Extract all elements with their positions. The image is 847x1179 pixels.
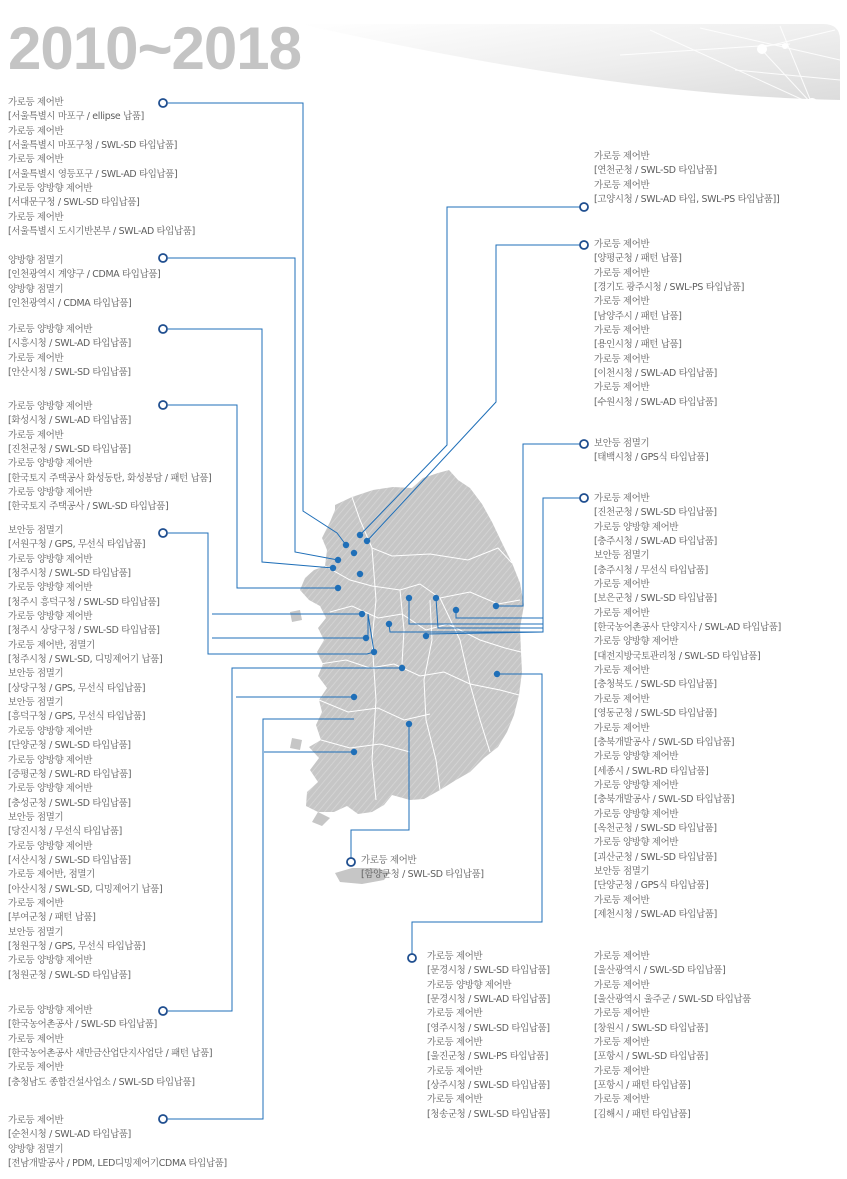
client-detail: [상당구청 / GPS, 무선식 타입납품]: [8, 682, 146, 694]
client-detail: [시흥시청 / SWL-AD 타입납품]: [8, 338, 131, 350]
product-name: 가로등 양방향 제어반: [594, 837, 679, 849]
product-name: 가로등 양방향 제어반: [8, 324, 93, 335]
client-detail: [상주시청 / SWL-SD 타입납품]: [427, 1080, 550, 1092]
product-name: 가로등 양방향 제어반: [8, 783, 93, 795]
client-detail: [흥덕구청 / GPS, 무선식 타입납품]: [8, 711, 146, 723]
product-name: 가로등 제어반: [8, 897, 64, 909]
client-detail: [단양군청 / SWL-SD 타입납품]: [8, 740, 131, 752]
product-name: 가로등 양방향 제어반: [8, 611, 93, 623]
client-detail: [한국토지 주택공사 화성동탄, 화성봉담 / 패턴 납품]: [8, 472, 212, 484]
product-name: 가로등 제어반: [594, 353, 650, 365]
product-name: 가로등 제어반: [8, 1115, 64, 1126]
product-name: 가로등 제어반: [594, 693, 650, 705]
client-detail: [당진시청 / 무선식 타입납품]: [8, 826, 122, 838]
product-name: 가로등 제어반: [594, 1065, 650, 1077]
client-detail: [용인시청 / 패턴 납품]: [594, 339, 682, 351]
client-detail: [전남개발공사 / PDM, LED디밍제어기CDMA 타입납품]: [8, 1158, 227, 1170]
installation-group-siheung-ansan: [8, 323, 298, 380]
client-detail: [증평군청 / SWL-RD 타입납품]: [8, 768, 132, 780]
product-name: 가로등 제어반: [427, 1008, 483, 1020]
client-detail: [영주시청 / SWL-SD 타입납품]: [427, 1022, 550, 1034]
product-name: 가로등 제어반: [427, 951, 483, 962]
product-name: 가로등 제어반: [594, 951, 650, 962]
client-detail: [충북개발공사 / SWL-SD 타입납품]: [594, 794, 735, 806]
product-name: 가로등 양방향 제어반: [594, 636, 679, 648]
korea-map: [290, 470, 524, 884]
product-name: 가로등 제어반: [427, 1037, 483, 1049]
product-name: 가로등 제어반: [594, 382, 650, 394]
client-detail: [울산광역시 울주군 / SWL-SD 타입납품: [594, 994, 752, 1006]
client-detail: [옥천군청 / SWL-SD 타입납품]: [594, 822, 717, 834]
client-detail: [수원시청 / SWL-AD 타입납품]: [594, 396, 717, 408]
product-name: 가로등 제어반: [594, 579, 650, 591]
client-detail: [충성군청 / SWL-SD 타입납품]: [8, 797, 131, 809]
installation-group-gyeongnam: [594, 950, 847, 1122]
client-detail: [영동군청 / SWL-SD 타입납품]: [594, 708, 717, 720]
product-name: 가로등 제어반: [8, 1062, 64, 1074]
product-name: 가로등 양방향 제어반: [594, 779, 679, 791]
client-detail: [서울특별시 마포구청 / SWL-SD 타입납품]: [8, 140, 178, 152]
client-detail: [충청남도 종합건설사업소 / SWL-SD 타입납품]: [8, 1076, 195, 1088]
product-name: 가로등 제어반: [8, 97, 64, 108]
installation-group-yeoncheon-goyang: [594, 150, 847, 207]
client-detail: [남양주시 / 패턴 납품]: [594, 310, 682, 322]
product-name: 가로등 제어반: [8, 154, 64, 166]
product-name: 보안등 점멸기: [8, 525, 64, 536]
product-name: 보안등 점멸기: [8, 668, 64, 680]
product-name: 보안등 점멸기: [594, 438, 650, 449]
product-name: 보안등 점멸기: [8, 697, 64, 709]
decorative-network-panel: [300, 24, 840, 110]
client-detail: [부여군청 / 패턴 납품]: [8, 912, 96, 924]
installation-group-incheon: [8, 254, 298, 311]
client-detail: [서울특별시 도시기반본부 / SWL-AD 타입납품]: [8, 226, 195, 238]
client-detail: [창원시 / SWL-SD 타입납품]: [594, 1022, 708, 1034]
product-name: 가로등 양방향 제어반: [594, 521, 679, 533]
product-name: 보안등 점멸기: [594, 865, 650, 877]
client-detail: [청송군청 / SWL-SD 타입납품]: [427, 1108, 550, 1120]
client-detail: [서대문구청 / SWL-SD 타입납품]: [8, 197, 140, 209]
client-detail: [문경시청 / SWL-SD 타입납품]: [427, 965, 550, 977]
product-name: 가로등 양방향 제어반: [594, 751, 679, 763]
client-detail: [청주시 흥덕구청 / SWL-SD 타입납품]: [8, 596, 160, 608]
client-detail: [인천광역시 / CDMA 타입납품]: [8, 298, 132, 310]
client-detail: [세종시 / SWL-RD 타입납품]: [594, 765, 709, 777]
client-detail: [청원구청 / GPS, 무선식 타입납품]: [8, 940, 146, 952]
client-detail: [태백시청 / GPS식 타입납품]: [594, 452, 709, 464]
client-detail: [서산시청 / SWL-SD 타입납품]: [8, 854, 131, 866]
product-name: 가로등 제어반: [594, 267, 650, 279]
product-name: 가로등 제어반: [427, 1065, 483, 1077]
product-name: 가로등 제어반: [594, 1037, 650, 1049]
product-name: 가로등 제어반: [8, 1033, 64, 1045]
product-name: 가로등 양방향 제어반: [8, 725, 93, 737]
product-name: 가로등 양방향 제어반: [8, 1005, 93, 1016]
product-name: 가로등 양방향 제어반: [594, 808, 679, 820]
client-detail: [경기도 광주시청 / SWL-PS 타입납품]: [594, 282, 745, 294]
product-name: 보안등 점멸기: [8, 926, 64, 938]
client-detail: [문경시청 / SWL-AD 타입납품]: [427, 994, 550, 1006]
client-detail: [포항시 / 패턴 타입납품]: [594, 1080, 691, 1092]
installation-group-jeonbuk: [8, 1004, 298, 1090]
product-name: 가로등 제어반: [594, 722, 650, 734]
product-name: 가로등 제어반: [8, 352, 64, 364]
client-detail: [충청북도 / SWL-SD 타입납품]: [594, 679, 717, 691]
product-name: 양방향 점멸기: [8, 255, 64, 266]
client-detail: [서울특별시 마포구 / ellipse 납품]: [8, 111, 144, 123]
client-detail: [울진군청 / SWL-PS 타입납품]: [427, 1051, 549, 1063]
client-detail: [아산시청 / SWL-SD, 디밍제어기 납품]: [8, 883, 163, 895]
installation-group-hwaseong: [8, 400, 298, 515]
product-name: 가로등 제어반: [594, 607, 650, 619]
product-name: 가로등 양방향 제어반: [8, 754, 93, 766]
product-name: 가로등 제어반: [594, 493, 650, 504]
client-detail: [청주시청 / SWL-SD 타입납품]: [8, 568, 131, 580]
product-name: 가로등 제어반: [8, 125, 64, 137]
client-detail: [이천시청 / SWL-AD 타입납품]: [594, 368, 717, 380]
installation-group-gyeonggi: [594, 238, 847, 410]
client-detail: [한국농어촌공사 / SWL-SD 타입납품]: [8, 1019, 157, 1031]
client-detail: [서원구청 / GPS, 무선식 타입납품]: [8, 539, 146, 551]
product-name: 양방향 점멸기: [8, 1143, 64, 1155]
client-detail: [진천군청 / SWL-SD 타입납품]: [594, 507, 717, 519]
client-detail: [양평군청 / 패턴 납품]: [594, 253, 682, 265]
product-name: 가로등 양방향 제어반: [8, 553, 93, 565]
installation-group-taebaek: [594, 437, 847, 466]
client-detail: [김해시 / 패턴 타입납품]: [594, 1108, 691, 1120]
page-title: 2010~2018: [8, 15, 301, 82]
client-detail: [고양시청 / SWL-AD 타입, SWL-PS 타입납품]]: [594, 194, 780, 206]
client-detail: [대전지방국토관리청 / SWL-SD 타입납품]: [594, 650, 761, 662]
installation-group-chungcheong-west: [8, 524, 298, 983]
client-detail: [단양군청 / GPS식 타입납품]: [594, 880, 709, 892]
client-detail: [울산광역시 / SWL-SD 타입납품]: [594, 965, 726, 977]
client-detail: [한국농어촌공사 새만금산업단지사업단 / 패턴 납품]: [8, 1048, 213, 1060]
product-name: 가로등 제어반: [594, 979, 650, 991]
product-name: 가로등 제어반: [361, 855, 417, 866]
client-detail: [서울특별시 영등포구 / SWL-AD 타입납품]: [8, 168, 178, 180]
product-name: 가로등 양방향 제어반: [8, 458, 93, 470]
installation-group-hamyang: [361, 854, 651, 883]
product-name: 가로등 양방향 제어반: [8, 955, 93, 967]
product-name: 가로등 양방향 제어반: [8, 840, 93, 852]
client-detail: [충주시청 / SWL-AD 타입납품]: [594, 536, 717, 548]
client-detail: [함양군청 / SWL-SD 타입납품]: [361, 869, 484, 881]
product-name: 가로등 제어반: [594, 151, 650, 162]
client-detail: [한국농어촌공사 단양지사 / SWL-AD 타입납품]: [594, 622, 781, 634]
product-name: 가로등 제어반: [594, 296, 650, 308]
client-detail: [포항시 / SWL-SD 타입납품]: [594, 1051, 708, 1063]
product-name: 보안등 점멸기: [8, 811, 64, 823]
product-name: 가로등 제어반: [594, 665, 650, 677]
product-name: 가로등 제어반: [594, 1008, 650, 1020]
product-name: 가로등 제어반: [8, 211, 64, 223]
product-name: 가로등 제어반: [427, 1094, 483, 1106]
client-detail: [진천군청 / SWL-SD 타입납품]: [8, 444, 131, 456]
product-name: 가로등 양방향 제어반: [8, 183, 93, 195]
product-name: 가로등 제어반: [594, 325, 650, 337]
product-name: 가로등 제어반: [8, 429, 64, 441]
product-name: 보안등 점멸기: [594, 550, 650, 562]
product-name: 가로등 제어반, 점멸기: [8, 639, 95, 651]
client-detail: [충북개발공사 / SWL-SD 타입납품]: [594, 736, 735, 748]
installation-group-seoul: [8, 96, 298, 239]
product-name: 가로등 양방향 제어반: [8, 487, 93, 499]
client-detail: [순천시청 / SWL-AD 타입납품]: [8, 1129, 131, 1141]
product-name: 가로등 제어반: [594, 1094, 650, 1106]
client-detail: [한국토지 주택공사 / SWL-SD 타입납품]: [8, 501, 169, 513]
client-detail: [제천시청 / SWL-AD 타입납품]: [594, 908, 717, 920]
client-detail: [괴산군청 / SWL-SD 타입납품]: [594, 851, 717, 863]
product-name: 양방향 점멸기: [8, 283, 64, 295]
client-detail: [안산시청 / SWL-SD 타입납품]: [8, 367, 131, 379]
client-detail: [충주시청 / 무선식 타입납품]: [594, 564, 708, 576]
installation-group-jeonnam: [8, 1114, 298, 1171]
client-detail: [청원군청 / SWL-SD 타입납품]: [8, 969, 131, 981]
product-name: 가로등 제어반: [594, 179, 650, 191]
product-name: 가로등 제어반, 점멸기: [8, 869, 95, 881]
product-name: 가로등 양방향 제어반: [427, 979, 512, 991]
client-detail: [보은군청 / SWL-SD 타입납품]: [594, 593, 717, 605]
client-detail: [연천군청 / SWL-SD 타입납품]: [594, 165, 717, 177]
client-detail: [청주시청 / SWL-SD, 디밍제어기 납품]: [8, 654, 163, 666]
product-name: 가로등 양방향 제어반: [8, 401, 93, 412]
product-name: 가로등 제어반: [594, 239, 650, 250]
product-name: 가로등 양방향 제어반: [8, 582, 93, 594]
product-name: 가로등 제어반: [594, 894, 650, 906]
client-detail: [화성시청 / SWL-AD 타입납품]: [8, 415, 131, 427]
client-detail: [인천광역시 계양구 / CDMA 타입납품]: [8, 269, 161, 281]
client-detail: [청주시 상당구청 / SWL-SD 타입납품]: [8, 625, 160, 637]
